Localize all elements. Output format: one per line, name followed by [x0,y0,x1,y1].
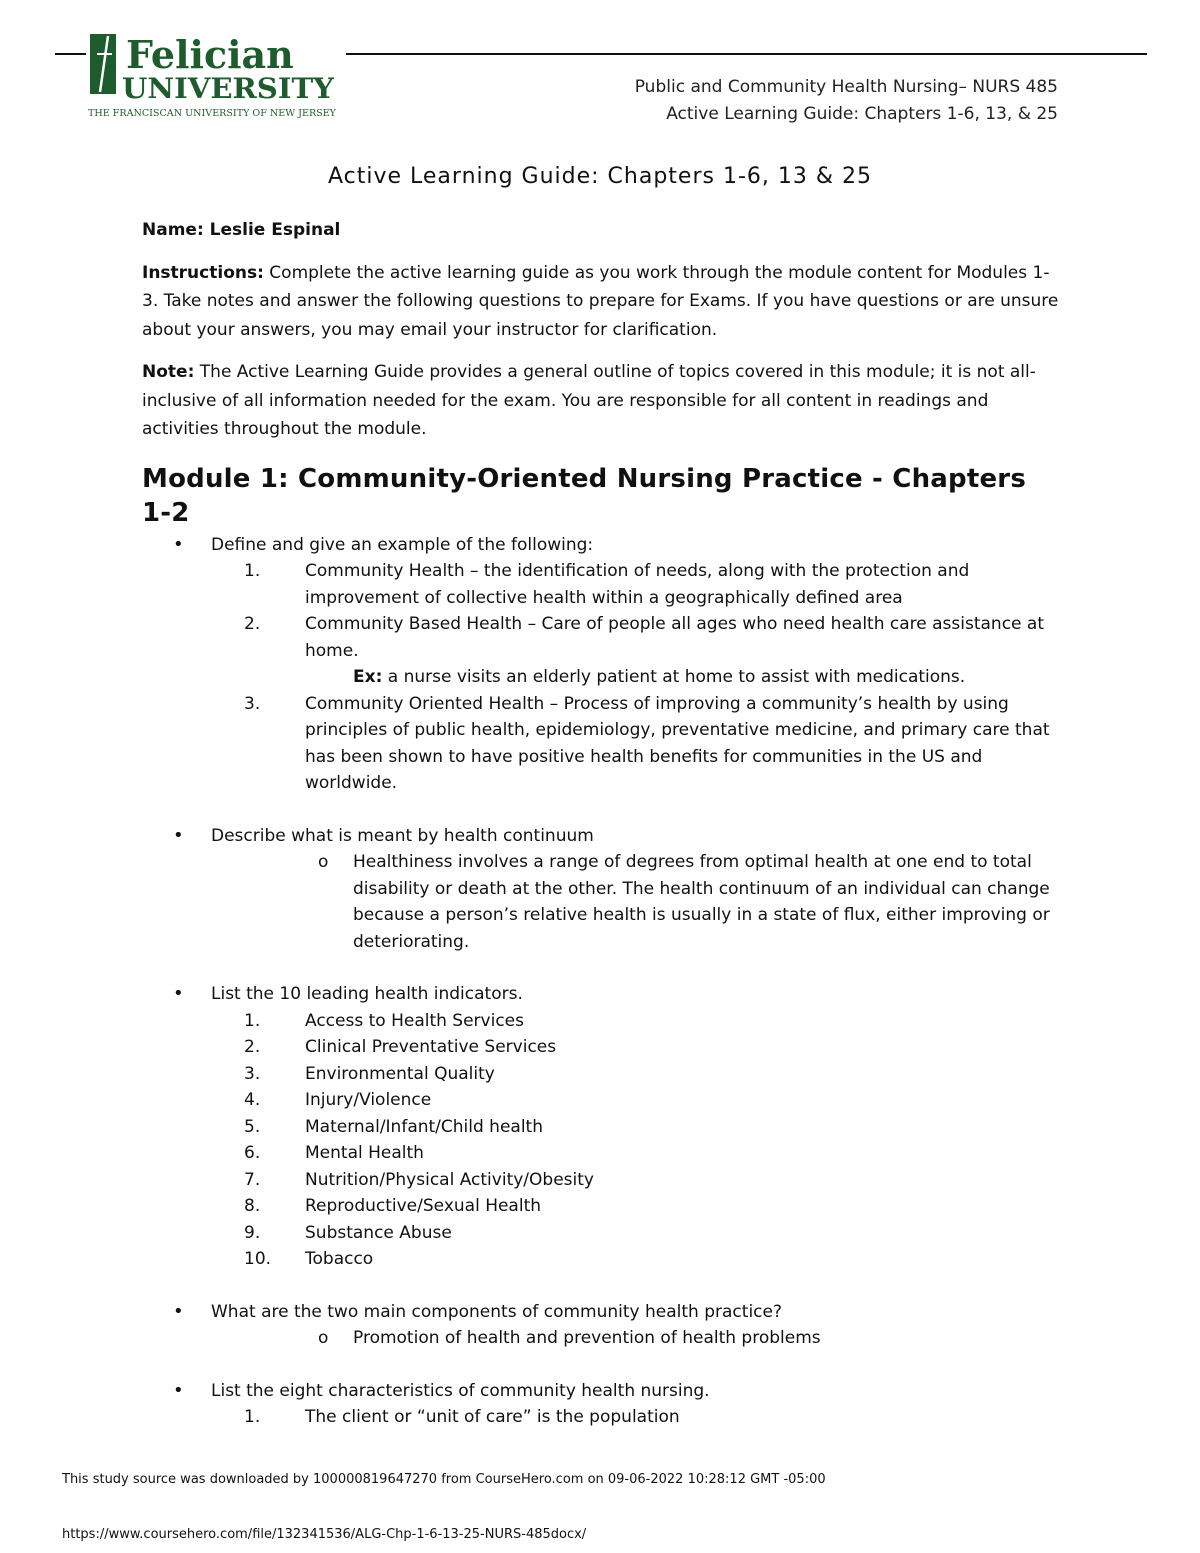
running-header [635,74,1058,128]
numbered-list [142,558,1062,664]
list-item-text: Access to Health Services [305,1010,524,1031]
download-notice: This study source was downloaded by 100000819647270 from CourseHero.com on 09-06-2022 10:28:12 GMT -05:00 [62,1472,826,1487]
bullet-question [142,532,1062,559]
logo-tagline: THE FRANCISCAN UNIVERSITY OF NEW JERSEY [88,109,338,119]
list-item-text: Clinical Preventative Services [305,1037,557,1057]
list-number: 2. [244,1037,261,1057]
list-item-text: Mental Health [305,1143,424,1163]
bullet-question [142,1378,1062,1405]
example-label: Ex: [353,667,383,687]
list-item-text: Injury/Violence [305,1090,432,1110]
list-item [142,1193,1062,1220]
list-item-text: Nutrition/Physical Activity/Obesity [305,1169,594,1190]
list-number: 8. [244,1196,261,1216]
bullet-icon: • [173,533,184,555]
circle-bullet-icon: o [318,1328,329,1348]
answer-item [142,1325,1062,1352]
list-item [142,1008,1062,1035]
bullet-question [142,1299,1062,1326]
header-guide: Active Learning Guide: Chapters 1-6, 13, & 25 [666,104,1058,124]
list-number: 7. [244,1169,261,1190]
list-item-text: Tobacco [305,1249,374,1269]
question-text: List the eight characteristics of community health nursing. [211,1380,710,1401]
list-item [142,1220,1062,1247]
header-course: Public and Community Health Nursing– NURS 485 [634,77,1058,97]
list-item-text: Community Based Health – Care of people all ages who need health care assistance at home. [305,614,1044,661]
list-item-text: The client or “unit of care” is the population [305,1407,680,1427]
source-url[interactable]: https://www.coursehero.com/file/132341536/ALG-Chp-1-6-13-25-NURS-485docx/ [62,1527,587,1542]
document-body [142,216,1062,1431]
question-text: List the 10 leading health indicators. [211,984,523,1004]
list-number: 1. [244,561,261,581]
list-item-text: Community Health – the identification of needs, along with the protection and improvement of collective health within a geographically defined area [305,561,970,608]
list-number: 3. [244,1063,261,1084]
document-title: Active Learning Guide: Chapters 1-6, 13 & 25 [327,164,873,189]
logo-wordmark: Felician [126,32,294,77]
list-number: 2. [244,614,261,634]
bullet-icon: • [173,824,184,846]
numbered-list [142,1404,1062,1431]
instructions-text: Complete the active learning guide as you work through the module content for Modules 1-3. Take notes and answer the following questions to prepare for Exams. If you have questions or are unsure about your answers, you may email your instructor for clarification. [142,262,1059,340]
bullet-icon: • [173,1300,184,1322]
list-item-text: Environmental Quality [305,1063,495,1084]
list-number: 3. [244,693,261,714]
felician-university-logo [86,32,346,122]
question-text: What are the two main components of community health practice? [211,1301,782,1322]
instructions-label: Instructions: [142,262,264,283]
numbered-list [142,691,1062,797]
bullet-icon: • [173,1379,184,1401]
list-number: 1. [244,1407,261,1427]
circle-bullet-icon: o [318,852,329,872]
note-text: The Active Learning Guide provides a general outline of topics covered in this module; it is not all-inclusive of all information needed for the exam. You are responsible for all content in readings and activities throughout the module. [142,362,1036,439]
list-item [142,1087,1062,1114]
list-item [142,558,1062,611]
list-number: 10. [244,1249,272,1269]
list-number: 6. [244,1143,261,1163]
instructions-paragraph [142,259,1062,345]
list-item [142,1061,1062,1088]
example-text: a nurse visits an elderly patient at home to assist with medications. [382,667,966,687]
question-text: Define and give an example of the following: [211,534,594,555]
list-item-text: Substance Abuse [305,1222,452,1243]
answer-item [142,849,1062,955]
bullet-icon: • [173,983,184,1004]
list-item [142,1404,1062,1431]
list-number: 5. [244,1116,261,1137]
list-item-text: Reproductive/Sexual Health [305,1196,542,1216]
list-item [142,1140,1062,1167]
answer-text: Healthiness involves a range of degrees from optimal health at one end to total disability or death at the other. The health continuum of an individual can change because a person’s relative health is usually in a state of flux, either improving or deteriorating. [353,852,1050,952]
list-item [142,691,1062,797]
list-number: 4. [244,1090,261,1110]
bullet-question [142,981,1062,1008]
numbered-list [142,1008,1062,1273]
note-paragraph [142,358,1062,444]
student-name: Name: Leslie Espinal [142,220,341,240]
bullet-question [142,823,1062,850]
list-number: 9. [244,1222,261,1243]
note-label: Note: [142,362,195,382]
list-item [142,1114,1062,1141]
question-text: Describe what is meant by health continuum [211,825,594,846]
list-item-text: Community Oriented Health – Process of improving a community’s health by using principles of public health, epidemiology, preventative medicine, and primary care that has been shown to have positive health benefits for communities in the US and worldwide. [305,693,1050,793]
logo-university: UNIVERSITY [122,72,336,105]
list-item [142,1246,1062,1273]
example-line [142,664,1062,691]
answer-text: Promotion of health and prevention of health problems [353,1328,821,1348]
list-item [142,1167,1062,1194]
list-number: 1. [244,1010,261,1031]
list-item [142,611,1062,664]
module-1-heading: Module 1: Community-Oriented Nursing Practice - Chapters 1-2 [142,463,1027,528]
list-item [142,1034,1062,1061]
list-item-text: Maternal/Infant/Child health [305,1116,543,1137]
